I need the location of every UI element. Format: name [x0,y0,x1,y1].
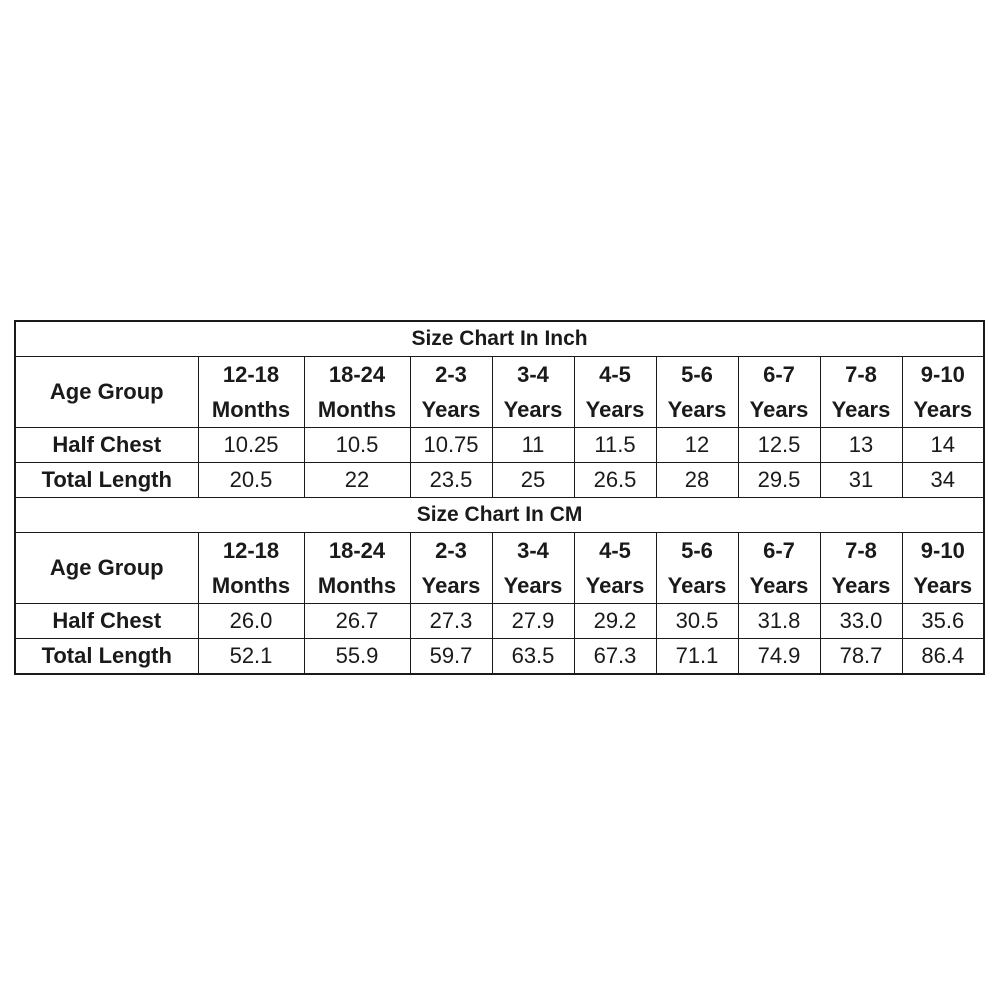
age-group-label: Age Group [15,533,198,604]
value-cell: 31.8 [738,604,820,639]
age-group-header-line: 3-4 [517,538,549,563]
age-group-header-cell [574,357,656,428]
table-title: Size Chart In CM [15,498,984,533]
value-cell: 59.7 [410,639,492,675]
value-cell: 20.5 [198,463,304,498]
value-cell: 11.5 [574,428,656,463]
age-group-header-line: 6-7 [763,538,795,563]
value-cell: 26.5 [574,463,656,498]
age-group-header-cell [198,533,304,604]
age-group-header-line: Years [585,573,645,598]
table-row [15,639,984,675]
table-row [15,604,984,639]
age-group-header-cell [738,533,820,604]
age-group-header-line: 7-8 [845,362,877,387]
age-group-header-cell [198,357,304,428]
age-group-header-line: Months [211,573,291,598]
value-cell: 78.7 [820,639,902,675]
age-group-header-line: 12-18 [222,538,280,563]
age-group-header-line: Years [749,573,809,598]
age-group-header-cell [574,533,656,604]
age-group-header-line: Years [585,397,645,422]
value-cell: 22 [304,463,410,498]
value-cell: 14 [902,428,984,463]
value-cell: 27.3 [410,604,492,639]
age-group-header-line: 9-10 [920,538,965,563]
value-cell: 12.5 [738,428,820,463]
table-title-row [15,498,984,533]
age-group-header-row [15,533,984,604]
age-group-header-line: Years [667,397,727,422]
value-cell: 74.9 [738,639,820,675]
age-group-header-line: 5-6 [681,538,713,563]
value-cell: 35.6 [902,604,984,639]
value-cell: 10.25 [198,428,304,463]
age-group-label: Age Group [15,357,198,428]
age-group-header-line: Months [317,397,397,422]
value-cell: 30.5 [656,604,738,639]
value-cell: 28 [656,463,738,498]
row-label: Total Length [15,639,198,675]
age-group-header-line: Years [749,397,809,422]
value-cell: 29.5 [738,463,820,498]
age-group-header-cell [656,533,738,604]
size-chart-table [14,320,985,675]
table-row [15,428,984,463]
value-cell: 29.2 [574,604,656,639]
value-cell: 13 [820,428,902,463]
age-group-header-cell [410,533,492,604]
table-title-row [15,321,984,357]
value-cell: 71.1 [656,639,738,675]
age-group-header-line: Years [421,573,481,598]
age-group-header-line: 4-5 [599,538,631,563]
age-group-header-cell [902,533,984,604]
value-cell: 11 [492,428,574,463]
value-cell: 31 [820,463,902,498]
age-group-header-row [15,357,984,428]
age-group-header-cell [738,357,820,428]
age-group-header-line: 12-18 [222,362,280,387]
age-group-header-line: 2-3 [435,538,467,563]
age-group-header-cell [902,357,984,428]
value-cell: 26.7 [304,604,410,639]
age-group-header-line: 18-24 [328,362,386,387]
row-label: Half Chest [15,604,198,639]
age-group-header-cell [656,357,738,428]
table-row [15,463,984,498]
value-cell: 67.3 [574,639,656,675]
value-cell: 33.0 [820,604,902,639]
age-group-header-cell [304,357,410,428]
age-group-header-line: 5-6 [681,362,713,387]
age-group-header-line: Years [913,397,973,422]
age-group-header-cell [492,533,574,604]
value-cell: 12 [656,428,738,463]
value-cell: 55.9 [304,639,410,675]
age-group-header-cell [820,357,902,428]
value-cell: 25 [492,463,574,498]
value-cell: 52.1 [198,639,304,675]
age-group-header-line: 6-7 [763,362,795,387]
value-cell: 10.5 [304,428,410,463]
value-cell: 10.75 [410,428,492,463]
age-group-header-line: Years [831,397,891,422]
value-cell: 26.0 [198,604,304,639]
value-cell: 23.5 [410,463,492,498]
age-group-header-line: Years [831,573,891,598]
age-group-header-cell [304,533,410,604]
row-label: Half Chest [15,428,198,463]
age-group-header-line: 4-5 [599,362,631,387]
age-group-header-cell [820,533,902,604]
age-group-header-cell [492,357,574,428]
age-group-header-line: 18-24 [328,538,386,563]
value-cell: 86.4 [902,639,984,675]
row-label: Total Length [15,463,198,498]
age-group-header-line: 7-8 [845,538,877,563]
age-group-header-line: Months [317,573,397,598]
age-group-header-line: 2-3 [435,362,467,387]
age-group-header-line: Years [421,397,481,422]
table-title: Size Chart In Inch [15,321,984,357]
age-group-header-line: 3-4 [517,362,549,387]
age-group-header-line: 9-10 [920,362,965,387]
value-cell: 34 [902,463,984,498]
age-group-header-line: Years [503,397,563,422]
value-cell: 63.5 [492,639,574,675]
age-group-header-line: Years [667,573,727,598]
age-group-header-line: Years [913,573,973,598]
age-group-header-line: Months [211,397,291,422]
age-group-header-line: Years [503,573,563,598]
value-cell: 27.9 [492,604,574,639]
age-group-header-cell [410,357,492,428]
